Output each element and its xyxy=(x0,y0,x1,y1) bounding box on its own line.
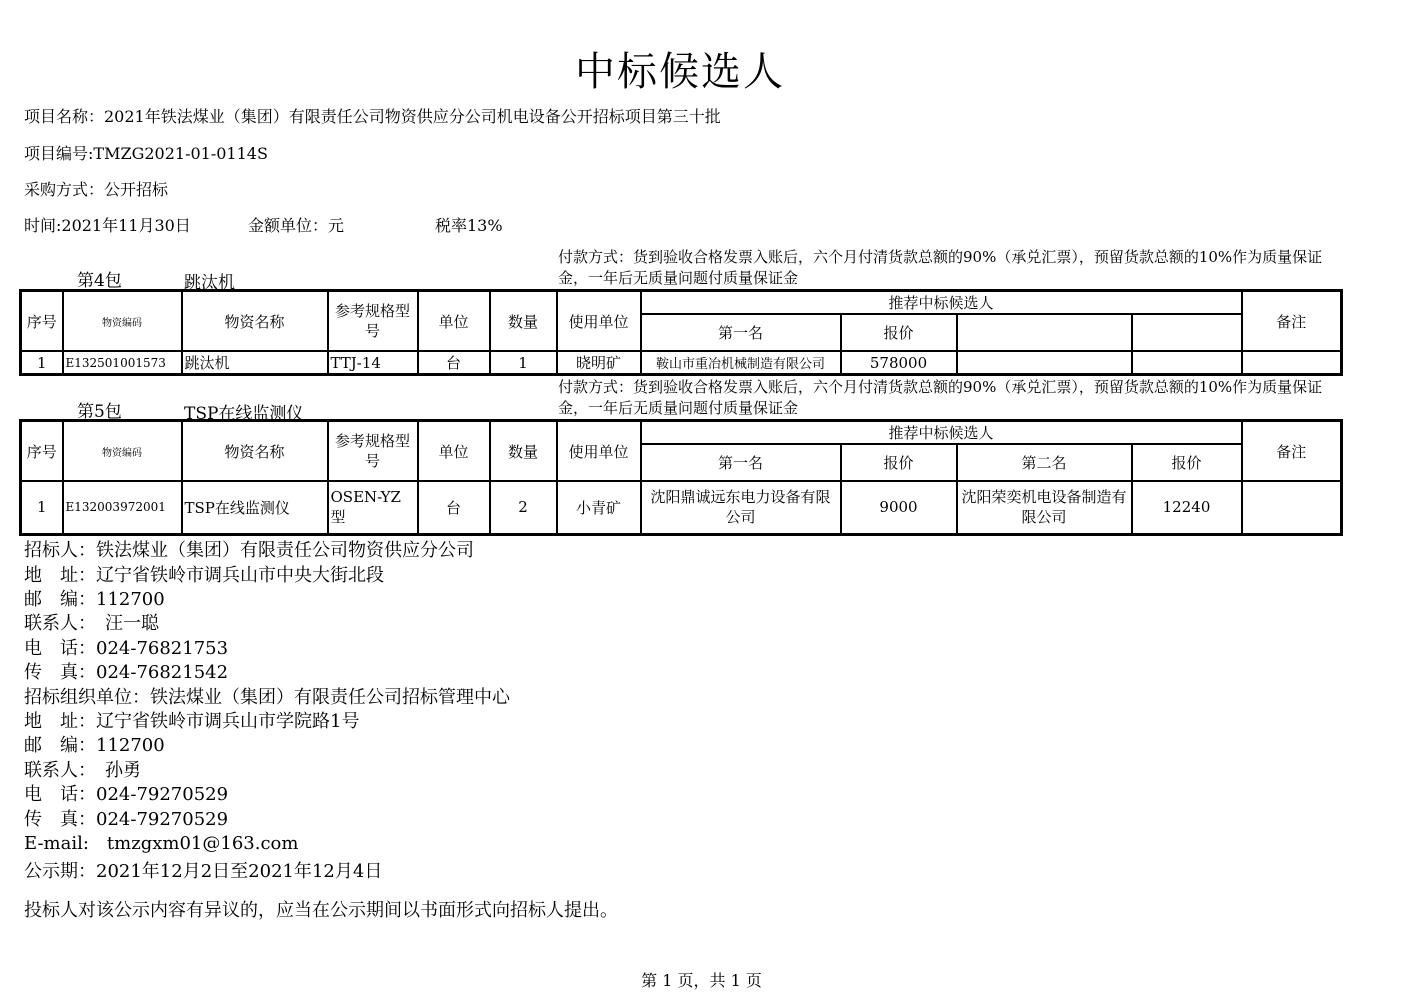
publish-time: 时间:2021年11月30日 xyxy=(24,216,191,235)
header-spec: 参考规格型号 xyxy=(328,291,418,352)
page-footer: 第 1 页，共 1 页 xyxy=(641,971,762,990)
cell-spec: OSEN-YZ型 xyxy=(328,481,418,534)
bid-table xyxy=(19,419,1343,536)
cell-user: 小青矿 xyxy=(557,481,641,534)
cell-seq: 1 xyxy=(21,351,63,375)
header-code: 物资编码 xyxy=(63,421,182,482)
tenderer-postcode: 邮 编：112700 xyxy=(24,589,165,610)
payment-terms: 付款方式：货到验收合格发票入账后，六个月付清货款总额的90%（承兑汇票），预留货款总额的10%作为质量保证金，一年后无质量问题付质量保证金 xyxy=(558,378,1323,417)
package-name: 跳汰机 xyxy=(184,273,235,293)
cell-qty: 1 xyxy=(490,351,557,375)
tax-rate: 税率13% xyxy=(435,216,503,235)
cell-first-price: 578000 xyxy=(841,351,957,375)
procurement-method: 采购方式：公开招标 xyxy=(24,180,169,199)
agency-contact: 联系人： 孙勇 xyxy=(24,760,141,781)
cell-code: E132003972001 xyxy=(63,481,182,534)
header-first: 第一名 xyxy=(641,314,841,351)
cell-unit: 台 xyxy=(418,351,490,375)
header-name: 物资名称 xyxy=(182,291,328,352)
cell-remark xyxy=(1242,481,1342,534)
cell-second-price: 12240 xyxy=(1132,481,1242,534)
header-qty: 数量 xyxy=(490,291,557,352)
tenderer: 招标人：铁法煤业（集团）有限责任公司物资供应分公司 xyxy=(24,540,474,561)
tenderer-fax: 传 真：024-76821542 xyxy=(24,662,229,683)
project-number: 项目编号:TMZG2021-01-0114S xyxy=(24,144,268,163)
header-price: 报价 xyxy=(841,314,957,351)
cell-name: TSP在线监测仪 xyxy=(182,481,328,534)
cell-remark xyxy=(1242,351,1342,375)
cell-unit: 台 xyxy=(418,481,490,534)
payment-terms: 付款方式：货到验收合格发票入账后，六个月付清货款总额的90%（承兑汇票），预留货款总额的10%作为质量保证金，一年后无质量问题付质量保证金 xyxy=(558,248,1323,287)
amount-unit: 金额单位：元 xyxy=(248,216,345,235)
cell-first: 鞍山市重冶机械制造有限公司 xyxy=(641,351,841,375)
header-second-empty xyxy=(957,314,1132,351)
cell-qty: 2 xyxy=(490,481,557,534)
table-row xyxy=(21,351,1342,375)
cell-spec: TTJ-14 xyxy=(328,351,418,375)
header-second-price: 报价 xyxy=(1132,444,1242,481)
agency-email: E-mail: tmzgxm01@163.com xyxy=(24,833,299,854)
tenderer-phone: 电 话：024-76821753 xyxy=(24,638,229,659)
objection-notice: 投标人对该公示内容有异议的，应当在公示期间以书面形式向招标人提出。 xyxy=(24,900,618,921)
header-seq: 序号 xyxy=(21,421,63,482)
header-code: 物资编码 xyxy=(63,291,182,352)
cell-name: 跳汰机 xyxy=(182,351,328,375)
cell-second xyxy=(957,351,1132,375)
cell-user: 晓明矿 xyxy=(557,351,641,375)
header-recommend: 推荐中标候选人 xyxy=(641,291,1242,315)
header-recommend: 推荐中标候选人 xyxy=(641,421,1242,445)
agency-address: 地 址：辽宁省铁岭市调兵山市学院路1号 xyxy=(24,711,360,732)
publicity-period: 公示期：2021年12月2日至2021年12月4日 xyxy=(24,861,383,882)
header-unit: 单位 xyxy=(418,421,490,482)
header-qty: 数量 xyxy=(490,421,557,482)
agency-postcode: 邮 编：112700 xyxy=(24,735,165,756)
header-first: 第一名 xyxy=(641,444,841,481)
cell-first-price: 9000 xyxy=(841,481,957,534)
header-second-price-empty xyxy=(1132,314,1242,351)
package-number: 第4包 xyxy=(77,271,122,291)
bid-table xyxy=(19,289,1343,376)
header-user: 使用单位 xyxy=(557,421,641,482)
package-name: TSP在线监测仪 xyxy=(184,404,304,424)
header-remark: 备注 xyxy=(1242,421,1342,482)
agency-phone: 电 话：024-79270529 xyxy=(24,784,229,805)
header-unit: 单位 xyxy=(418,291,490,352)
cell-second-price xyxy=(1132,351,1242,375)
table-row xyxy=(21,481,1342,534)
agency-fax: 传 真：024-79270529 xyxy=(24,809,229,830)
tenderer-contact: 联系人： 汪一聪 xyxy=(24,613,159,634)
header-user: 使用单位 xyxy=(557,291,641,352)
agency: 招标组织单位：铁法煤业（集团）有限责任公司招标管理中心 xyxy=(24,687,510,708)
header-remark: 备注 xyxy=(1242,291,1342,352)
cell-seq: 1 xyxy=(21,481,63,534)
header-second: 第二名 xyxy=(957,444,1132,481)
page-title: 中标候选人 xyxy=(575,49,785,95)
project-name: 项目名称：2021年铁法煤业（集团）有限责任公司物资供应分公司机电设备公开招标项目第三十批 xyxy=(24,107,721,126)
cell-first: 沈阳鼎诚远东电力设备有限公司 xyxy=(641,481,841,534)
header-spec: 参考规格型号 xyxy=(328,421,418,482)
header-name: 物资名称 xyxy=(182,421,328,482)
cell-second: 沈阳荣奕机电设备制造有限公司 xyxy=(957,481,1132,534)
cell-code: E132501001573 xyxy=(63,351,182,375)
header-seq: 序号 xyxy=(21,291,63,352)
package-number: 第5包 xyxy=(77,402,122,422)
tenderer-address: 地 址：辽宁省铁岭市调兵山市中央大街北段 xyxy=(24,565,384,586)
header-price: 报价 xyxy=(841,444,957,481)
